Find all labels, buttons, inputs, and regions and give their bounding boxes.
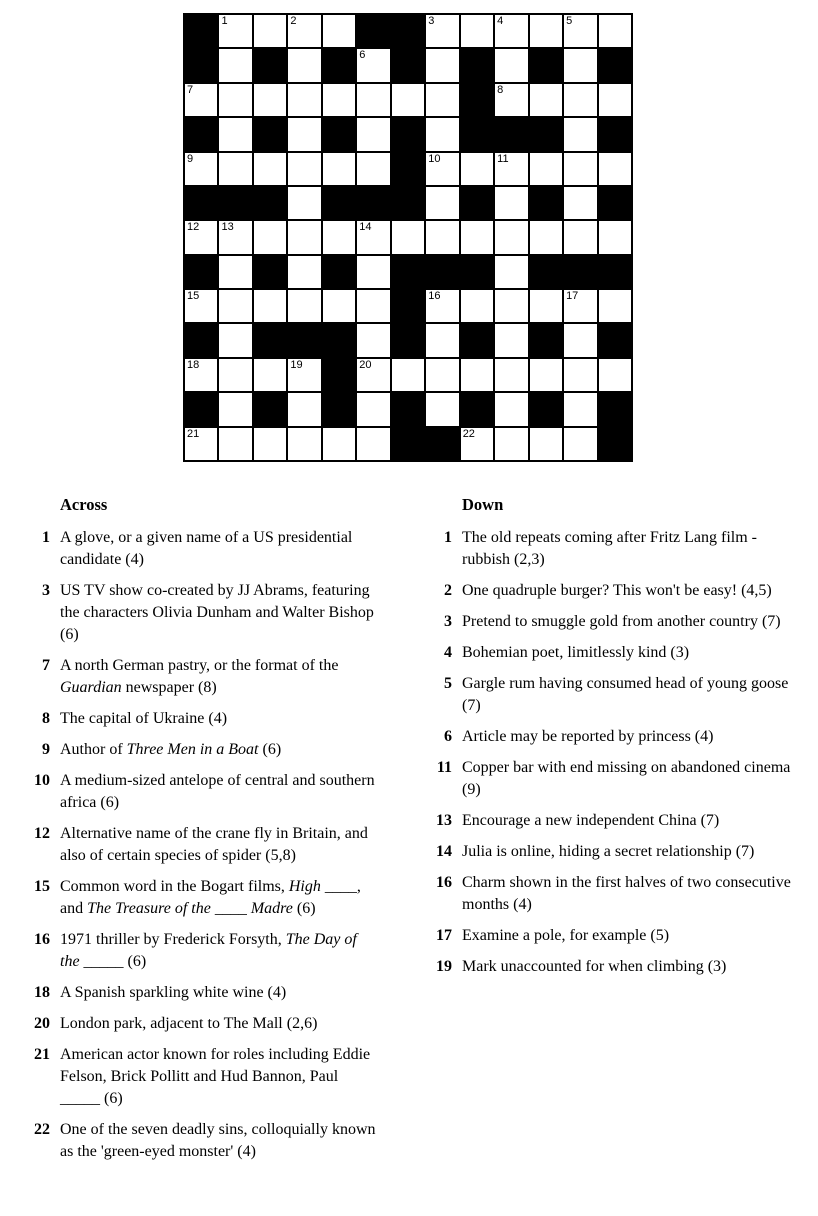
- clue-item: [28, 876, 378, 920]
- black-cell: [599, 256, 631, 288]
- black-cell: [254, 256, 286, 288]
- down-clue-list: [430, 527, 794, 978]
- black-cell: [254, 118, 286, 150]
- letter-cell[interactable]: [185, 221, 217, 253]
- black-cell: [599, 393, 631, 425]
- letter-cell[interactable]: [219, 359, 251, 391]
- across-clues-section: [28, 494, 378, 1172]
- clue-text: Gargle rum having consumed head of young goose (7): [462, 675, 789, 714]
- letter-cell[interactable]: [357, 393, 389, 425]
- cell-number: 21: [187, 427, 200, 440]
- cell-number: 19: [290, 358, 303, 371]
- letter-cell[interactable]: [564, 187, 596, 219]
- letter-cell[interactable]: [357, 221, 389, 253]
- across-heading: Across: [60, 495, 108, 514]
- letter-cell[interactable]: [564, 84, 596, 116]
- letter-cell[interactable]: [185, 428, 217, 460]
- letter-cell[interactable]: [461, 15, 493, 47]
- clue-number-label: 4: [444, 644, 452, 661]
- letter-cell[interactable]: [426, 153, 458, 185]
- clue-text: Julia is online, hiding a secret relationship (7): [462, 843, 755, 860]
- clue-text: A north German pastry, or the format of the Guardian newspaper (8): [60, 657, 339, 696]
- black-cell: [254, 393, 286, 425]
- black-cell: [185, 118, 217, 150]
- letter-cell[interactable]: [323, 15, 355, 47]
- letter-cell[interactable]: [599, 15, 631, 47]
- clue-item: [28, 739, 378, 761]
- black-cell: [323, 256, 355, 288]
- letter-cell[interactable]: [254, 428, 286, 460]
- letter-cell[interactable]: [495, 15, 527, 47]
- clue-text: Pretend to smuggle gold from another country (7): [462, 613, 781, 630]
- black-cell: [392, 118, 424, 150]
- letter-cell[interactable]: [495, 393, 527, 425]
- letter-cell[interactable]: [219, 118, 251, 150]
- clue-number-label: 16: [34, 931, 50, 948]
- letter-cell[interactable]: [599, 153, 631, 185]
- clue-text: Encourage a new independent China (7): [462, 812, 720, 829]
- black-cell: [599, 49, 631, 81]
- letter-cell[interactable]: [185, 290, 217, 322]
- letter-cell[interactable]: [357, 428, 389, 460]
- black-cell: [495, 118, 527, 150]
- letter-cell[interactable]: [564, 221, 596, 253]
- clue-item: [430, 580, 794, 602]
- cell-number: 2: [290, 15, 297, 27]
- clue-item: [28, 982, 378, 1004]
- clue-item: [28, 1119, 378, 1163]
- letter-cell[interactable]: [392, 221, 424, 253]
- clue-text: Alternative name of the crane fly in Britain, and also of certain species of spider (5,8): [60, 825, 368, 864]
- clue-text: US TV show co-created by JJ Abrams, featuring the characters Olivia Dunham and Walter Bishop (6): [60, 582, 374, 643]
- black-cell: [530, 324, 562, 356]
- clue-number-label: 3: [444, 613, 452, 630]
- black-cell: [461, 187, 493, 219]
- black-cell: [323, 187, 355, 219]
- letter-cell[interactable]: [254, 290, 286, 322]
- clue-number-label: 10: [34, 772, 50, 789]
- black-cell: [426, 428, 458, 460]
- black-cell: [254, 187, 286, 219]
- letter-cell[interactable]: [495, 256, 527, 288]
- letter-cell[interactable]: [599, 290, 631, 322]
- letter-cell[interactable]: [530, 153, 562, 185]
- letter-cell[interactable]: [530, 221, 562, 253]
- letter-cell[interactable]: [564, 428, 596, 460]
- black-cell: [392, 290, 424, 322]
- black-cell: [185, 15, 217, 47]
- letter-cell[interactable]: [564, 15, 596, 47]
- black-cell: [288, 324, 320, 356]
- letter-cell[interactable]: [564, 153, 596, 185]
- letter-cell[interactable]: [495, 153, 527, 185]
- letter-cell[interactable]: [254, 153, 286, 185]
- clue-number-label: 9: [42, 741, 50, 758]
- letter-cell[interactable]: [185, 153, 217, 185]
- clue-text: Article may be reported by princess (4): [462, 728, 714, 745]
- clue-text: London park, adjacent to The Mall (2,6): [60, 1015, 318, 1032]
- clue-number-label: 19: [436, 958, 452, 975]
- clue-number-label: 8: [42, 710, 50, 727]
- black-cell: [323, 393, 355, 425]
- cell-number: 12: [187, 221, 200, 234]
- black-cell: [392, 256, 424, 288]
- letter-cell[interactable]: [426, 221, 458, 253]
- clue-number-label: 18: [34, 984, 50, 1001]
- black-cell: [426, 256, 458, 288]
- letter-cell[interactable]: [564, 359, 596, 391]
- clue-number-label: 12: [34, 825, 50, 842]
- letter-cell[interactable]: [426, 290, 458, 322]
- letter-cell[interactable]: [219, 428, 251, 460]
- letter-cell[interactable]: [495, 221, 527, 253]
- clue-number-label: 15: [34, 878, 50, 895]
- letter-cell[interactable]: [323, 221, 355, 253]
- letter-cell[interactable]: [530, 359, 562, 391]
- letter-cell[interactable]: [357, 290, 389, 322]
- letter-cell[interactable]: [288, 428, 320, 460]
- clue-item: [28, 527, 378, 571]
- clue-text: One quadruple burger? This won't be easy! (4,5): [462, 582, 772, 599]
- black-cell: [185, 324, 217, 356]
- black-cell: [185, 49, 217, 81]
- letter-cell[interactable]: [392, 84, 424, 116]
- black-cell: [461, 324, 493, 356]
- letter-cell[interactable]: [219, 324, 251, 356]
- letter-cell[interactable]: [288, 15, 320, 47]
- clue-item: [430, 611, 794, 633]
- letter-cell[interactable]: [357, 49, 389, 81]
- letter-cell[interactable]: [357, 256, 389, 288]
- cell-number: 6: [359, 49, 366, 62]
- letter-cell[interactable]: [530, 84, 562, 116]
- letter-cell[interactable]: [426, 359, 458, 391]
- letter-cell[interactable]: [357, 324, 389, 356]
- letter-cell[interactable]: [495, 359, 527, 391]
- black-cell: [392, 153, 424, 185]
- clue-text: A medium-sized antelope of central and southern africa (6): [60, 772, 375, 811]
- black-cell: [530, 256, 562, 288]
- letter-cell[interactable]: [426, 187, 458, 219]
- clue-item: [430, 527, 794, 571]
- letter-cell[interactable]: [288, 84, 320, 116]
- black-cell: [185, 256, 217, 288]
- black-cell: [564, 256, 596, 288]
- cell-number: 13: [221, 221, 234, 234]
- clue-text: Examine a pole, for example (5): [462, 927, 670, 944]
- black-cell: [461, 118, 493, 150]
- clue-number-label: 2: [444, 582, 452, 599]
- cell-number: 8: [497, 83, 504, 96]
- black-cell: [254, 49, 286, 81]
- clue-number-label: 6: [444, 728, 452, 745]
- black-cell: [461, 393, 493, 425]
- clue-item: [430, 642, 794, 664]
- cell-number: 7: [187, 83, 194, 96]
- clue-item: [28, 1044, 378, 1110]
- clue-number-label: 7: [42, 657, 50, 674]
- black-cell: [323, 359, 355, 391]
- black-cell: [185, 393, 217, 425]
- black-cell: [323, 49, 355, 81]
- letter-cell[interactable]: [461, 221, 493, 253]
- letter-cell[interactable]: [254, 84, 286, 116]
- black-cell: [357, 187, 389, 219]
- clue-item: [28, 770, 378, 814]
- black-cell: [392, 393, 424, 425]
- crossword-grid: [183, 13, 633, 462]
- black-cell: [323, 118, 355, 150]
- black-cell: [461, 256, 493, 288]
- clue-number-label: 17: [436, 927, 452, 944]
- letter-cell[interactable]: [461, 153, 493, 185]
- black-cell: [392, 15, 424, 47]
- letter-cell[interactable]: [219, 153, 251, 185]
- clue-text: American actor known for roles including Eddie Felson, Brick Pollitt and Hud Bannon, Paul _____ (6): [60, 1046, 371, 1107]
- black-cell: [392, 428, 424, 460]
- letter-cell[interactable]: [288, 359, 320, 391]
- letter-cell[interactable]: [426, 49, 458, 81]
- letter-cell[interactable]: [564, 118, 596, 150]
- letter-cell[interactable]: [219, 15, 251, 47]
- letter-cell[interactable]: [288, 256, 320, 288]
- clue-item: [430, 925, 794, 947]
- clue-number-label: 13: [436, 812, 452, 829]
- letter-cell[interactable]: [219, 49, 251, 81]
- clue-text: Bohemian poet, limitlessly kind (3): [462, 644, 690, 661]
- letter-cell[interactable]: [599, 221, 631, 253]
- letter-cell[interactable]: [323, 84, 355, 116]
- clue-number-label: 1: [444, 529, 452, 546]
- clue-item: [28, 580, 378, 646]
- clue-text: Common word in the Bogart films, High ____, and The Treasure of the ____ Madre (6): [60, 878, 361, 917]
- letter-cell[interactable]: [254, 359, 286, 391]
- cell-number: 11: [497, 152, 509, 165]
- black-cell: [219, 187, 251, 219]
- black-cell: [323, 324, 355, 356]
- letter-cell[interactable]: [530, 290, 562, 322]
- letter-cell[interactable]: [357, 153, 389, 185]
- letter-cell[interactable]: [254, 15, 286, 47]
- letter-cell[interactable]: [564, 324, 596, 356]
- black-cell: [599, 324, 631, 356]
- black-cell: [254, 324, 286, 356]
- clue-item: [28, 655, 378, 699]
- letter-cell[interactable]: [530, 15, 562, 47]
- down-heading: Down: [462, 495, 504, 514]
- letter-cell[interactable]: [219, 84, 251, 116]
- letter-cell[interactable]: [219, 393, 251, 425]
- clue-text: The capital of Ukraine (4): [60, 710, 228, 727]
- clue-item: [28, 929, 378, 973]
- clue-number-label: 1: [42, 529, 50, 546]
- clue-number-label: 21: [34, 1046, 50, 1063]
- letter-cell[interactable]: [599, 359, 631, 391]
- letter-cell[interactable]: [254, 221, 286, 253]
- letter-cell[interactable]: [357, 359, 389, 391]
- letter-cell[interactable]: [426, 15, 458, 47]
- black-cell: [357, 15, 389, 47]
- letter-cell[interactable]: [288, 393, 320, 425]
- clue-item: [430, 872, 794, 916]
- clue-text: Author of Three Men in a Boat (6): [60, 741, 282, 758]
- letter-cell[interactable]: [219, 221, 251, 253]
- letter-cell[interactable]: [461, 290, 493, 322]
- letter-cell[interactable]: [564, 290, 596, 322]
- clue-number-label: 3: [42, 582, 50, 599]
- clue-item: [430, 810, 794, 832]
- cell-number: 5: [566, 15, 573, 27]
- cell-number: 18: [187, 358, 200, 371]
- letter-cell[interactable]: [530, 428, 562, 460]
- black-cell: [392, 324, 424, 356]
- letter-cell[interactable]: [323, 290, 355, 322]
- cell-number: 1: [221, 15, 228, 27]
- letter-cell[interactable]: [495, 428, 527, 460]
- clue-text: Copper bar with end missing on abandoned cinema (9): [462, 759, 791, 798]
- clue-item: [28, 823, 378, 867]
- black-cell: [530, 187, 562, 219]
- clue-item: [430, 956, 794, 978]
- clue-text: A glove, or a given name of a US presidential candidate (4): [60, 529, 353, 568]
- clue-number-label: 22: [34, 1121, 50, 1138]
- clue-item: [430, 726, 794, 748]
- cell-number: 3: [428, 15, 435, 27]
- cell-number: 15: [187, 290, 200, 303]
- clue-number-label: 11: [436, 759, 452, 776]
- black-cell: [599, 118, 631, 150]
- clue-text: The old repeats coming after Fritz Lang film - rubbish (2,3): [462, 529, 758, 568]
- letter-cell[interactable]: [495, 290, 527, 322]
- letter-cell[interactable]: [426, 393, 458, 425]
- cell-number: 20: [359, 358, 372, 371]
- clue-text: 1971 thriller by Frederick Forsyth, The Day of the _____ (6): [60, 931, 357, 970]
- letter-cell[interactable]: [219, 290, 251, 322]
- letter-cell[interactable]: [461, 359, 493, 391]
- letter-cell[interactable]: [357, 84, 389, 116]
- letter-cell[interactable]: [357, 118, 389, 150]
- letter-cell[interactable]: [288, 49, 320, 81]
- black-cell: [461, 84, 493, 116]
- letter-cell[interactable]: [564, 49, 596, 81]
- letter-cell[interactable]: [461, 428, 493, 460]
- black-cell: [185, 187, 217, 219]
- letter-cell[interactable]: [288, 187, 320, 219]
- cell-number: 22: [462, 427, 475, 440]
- letter-cell[interactable]: [426, 118, 458, 150]
- cell-number: 10: [428, 152, 441, 165]
- letter-cell[interactable]: [495, 84, 527, 116]
- letter-cell[interactable]: [495, 187, 527, 219]
- down-clues-section: [430, 494, 794, 987]
- black-cell: [530, 49, 562, 81]
- clue-number-label: 5: [444, 675, 452, 692]
- cell-number: 9: [187, 152, 194, 165]
- letter-cell[interactable]: [426, 84, 458, 116]
- letter-cell[interactable]: [323, 153, 355, 185]
- black-cell: [392, 49, 424, 81]
- clue-number-label: 16: [436, 874, 452, 891]
- letter-cell[interactable]: [392, 359, 424, 391]
- letter-cell[interactable]: [288, 290, 320, 322]
- cell-number: 4: [497, 15, 504, 27]
- letter-cell[interactable]: [495, 324, 527, 356]
- across-clue-list: [28, 527, 378, 1163]
- clue-item: [430, 673, 794, 717]
- black-cell: [530, 118, 562, 150]
- clue-text: Mark unaccounted for when climbing (3): [462, 958, 727, 975]
- letter-cell[interactable]: [185, 359, 217, 391]
- black-cell: [461, 49, 493, 81]
- clue-text: One of the seven deadly sins, colloquially known as the 'green-eyed monster' (4): [60, 1121, 376, 1160]
- clue-number-label: 14: [436, 843, 452, 860]
- clue-text: Charm shown in the first halves of two consecutive months (4): [462, 874, 791, 913]
- cell-number: 17: [566, 290, 579, 303]
- cell-number: 14: [359, 221, 372, 234]
- letter-cell[interactable]: [426, 324, 458, 356]
- letter-cell[interactable]: [288, 153, 320, 185]
- letter-cell[interactable]: [564, 393, 596, 425]
- cell-number: 16: [428, 290, 441, 303]
- clue-item: [28, 1013, 378, 1035]
- letter-cell[interactable]: [288, 118, 320, 150]
- letter-cell[interactable]: [219, 256, 251, 288]
- letter-cell[interactable]: [495, 49, 527, 81]
- letter-cell[interactable]: [288, 221, 320, 253]
- letter-cell[interactable]: [323, 428, 355, 460]
- letter-cell[interactable]: [185, 84, 217, 116]
- clue-item: [430, 757, 794, 801]
- clue-item: [28, 708, 378, 730]
- black-cell: [530, 393, 562, 425]
- clue-number-label: 20: [34, 1015, 50, 1032]
- clue-text: A Spanish sparkling white wine (4): [60, 984, 287, 1001]
- letter-cell[interactable]: [599, 84, 631, 116]
- black-cell: [392, 187, 424, 219]
- black-cell: [599, 428, 631, 460]
- black-cell: [599, 187, 631, 219]
- clue-item: [430, 841, 794, 863]
